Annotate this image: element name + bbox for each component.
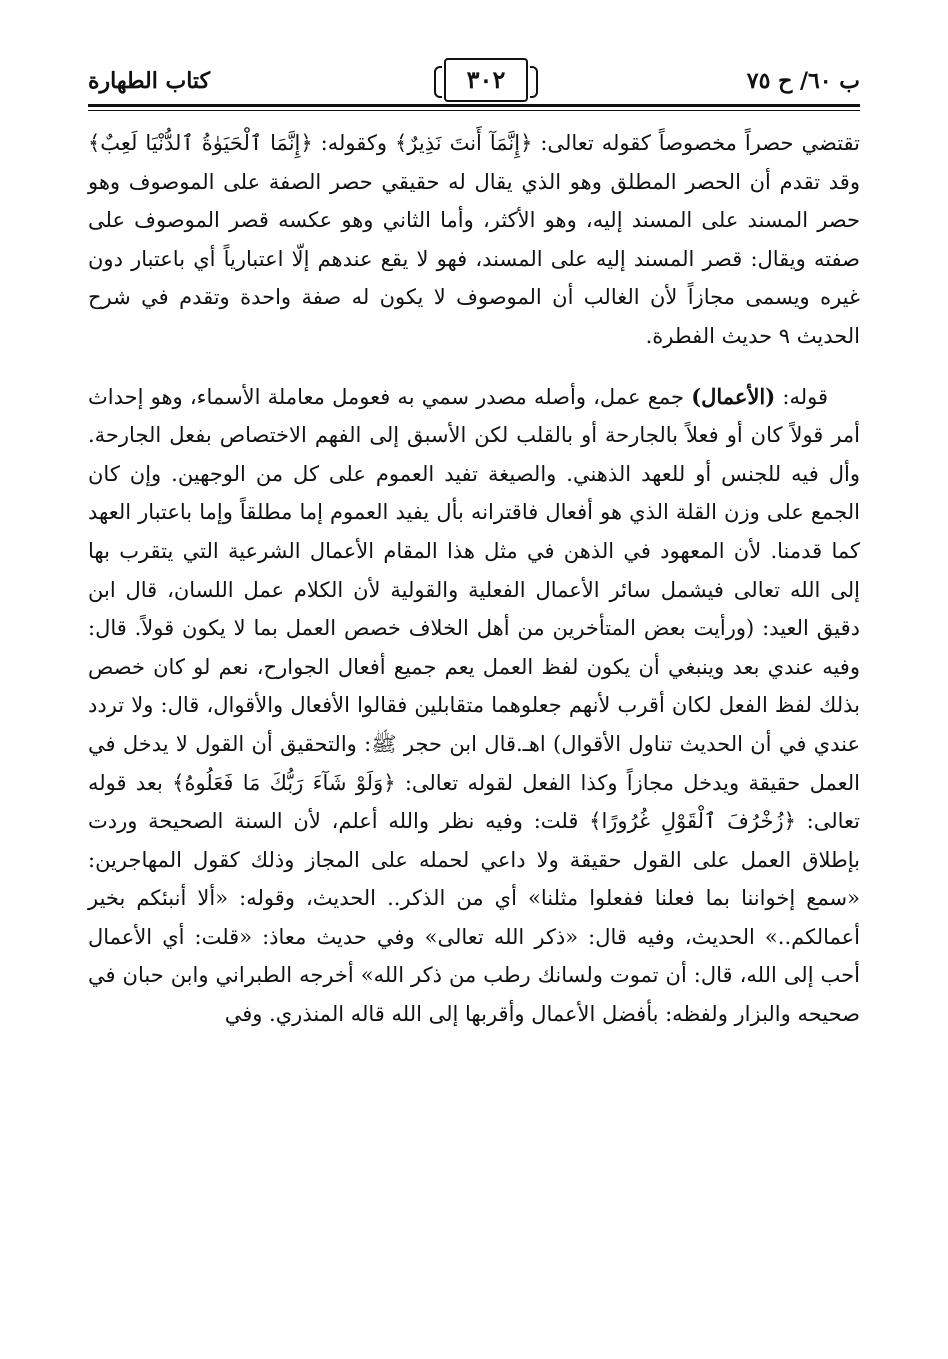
term-heading: (الأعمال) [691,383,776,409]
book-title: كتاب الطهارة [88,68,211,94]
page-body [88,124,860,1034]
paragraph-2 [88,378,860,1034]
chapter-reference: ب ٦٠/ ح ٧٥ [746,68,860,94]
paragraph-1-text: تقتضي حصراً مخصوصاً كقوله تعالى: ﴿إِنَّمَآ أَنتَ نَذِيرٌ﴾ وكقوله: ﴿إِنَّمَا ٱلْحَيَوٰةُ ٱلدُّنْيَا لَعِبٌ﴾ وقد تقدم أن الحصر المطلق وهو الذي يقال له حقيقي حصر الصفة على الموصوف وهو حصر المسند على المسند إليه، وهو الأكثر، وأما الثاني وهو عكسه قصر الموصوف على صفته ويقال: قصر المسند إليه على المسند، فهو لا يقع عندهم إلّا اعتبارياً أي باعتبار دون غيره ويسمى مجازاً لأن الغالب أن الموصوف لا يكون له صفة واحدة وتقدم في شرح الحديث ٩ حديث الفطرة. [88,131,860,348]
page-number: ٣٠٢ [466,65,506,94]
paragraph-2-text: جمع عمل، وأصله مصدر سمي به فعومل معاملة الأسماء، وهو إحداث أمر قولاً كان أو فعلاً بالجارحة أو بالقلب لكن الأسبق إلى الفهم الاختصاص بفعل الجارحة. وأل فيه للجنس أو للعهد الذهني. والصيغة تفيد العموم على كل من الوجهين. وإن كان الجمع على وزن القلة الذي هو أفعال فاقترانه بأل يفيد العموم إما مطلقاً وإما باعتبار العهد كما قدمنا. لأن المعهود في الذهن في مثل هذا المقام الأعمال الشرعية التي يتقرب بها إلى الله تعالى فيشمل سائر الأعمال الفعلية والقولية لأن الكلام عمل اللسان، قال ابن دقيق العيد: (ورأيت بعض المتأخرين من أهل الخلاف خصص العمل بما لا يكون قولاً. قال: وفيه عندي بعد وينبغي أن يكون لفظ العمل يعم جميع أفعال الجوارح، نعم لو كان خصص بذلك لفظ الفعل لكان أقرب لأنهم جعلوهما متقابلين فقالوا الأفعال والأقوال، قال: ولا تردد عندي في أن الحديث تناول الأقوال) اهـ.قال ابن حجر ﷺ: والتحقيق أن القول لا يدخل في العمل حقيقة ويدخل مجازاً وكذا الفعل لقوله تعالى: ﴿وَلَوْ شَآءَ رَبُّكَ مَا فَعَلُوهُ﴾ بعد قوله تعالى: ﴿زُخْرُفَ ٱلْقَوْلِ غُرُورًا﴾ قلت: وفيه نظر والله أعلم، لأن السنة الصحيحة وردت بإطلاق العمل على القول حقيقة ولا داعي لحمله على المجاز وذلك كقول المهاجرين: «سمع إخواننا بما فعلنا ففعلوا مثلنا» أي من الذكر.. الحديث، وقوله: «ألا أنبئكم بخير أعمالكم..» الحديث، وفيه قال: «ذكر الله تعالى» وفي حديث معاذ: «قلت: أي الأعمال أحب إلى الله، قال: أن تموت ولسانك رطب من ذكر الله» أخرجه الطبراني وابن حبان في صحيحه والبزار ولفظه: بأفضل الأعمال وأقربها إلى الله قاله المنذري. وفي [88,384,860,1027]
page-header [88,58,860,114]
paragraph-1 [88,124,860,356]
header-divider [88,104,860,107]
page-number-box [444,58,528,102]
paragraph-2-lead: قوله: [775,384,829,409]
header-divider-thin [88,110,860,111]
